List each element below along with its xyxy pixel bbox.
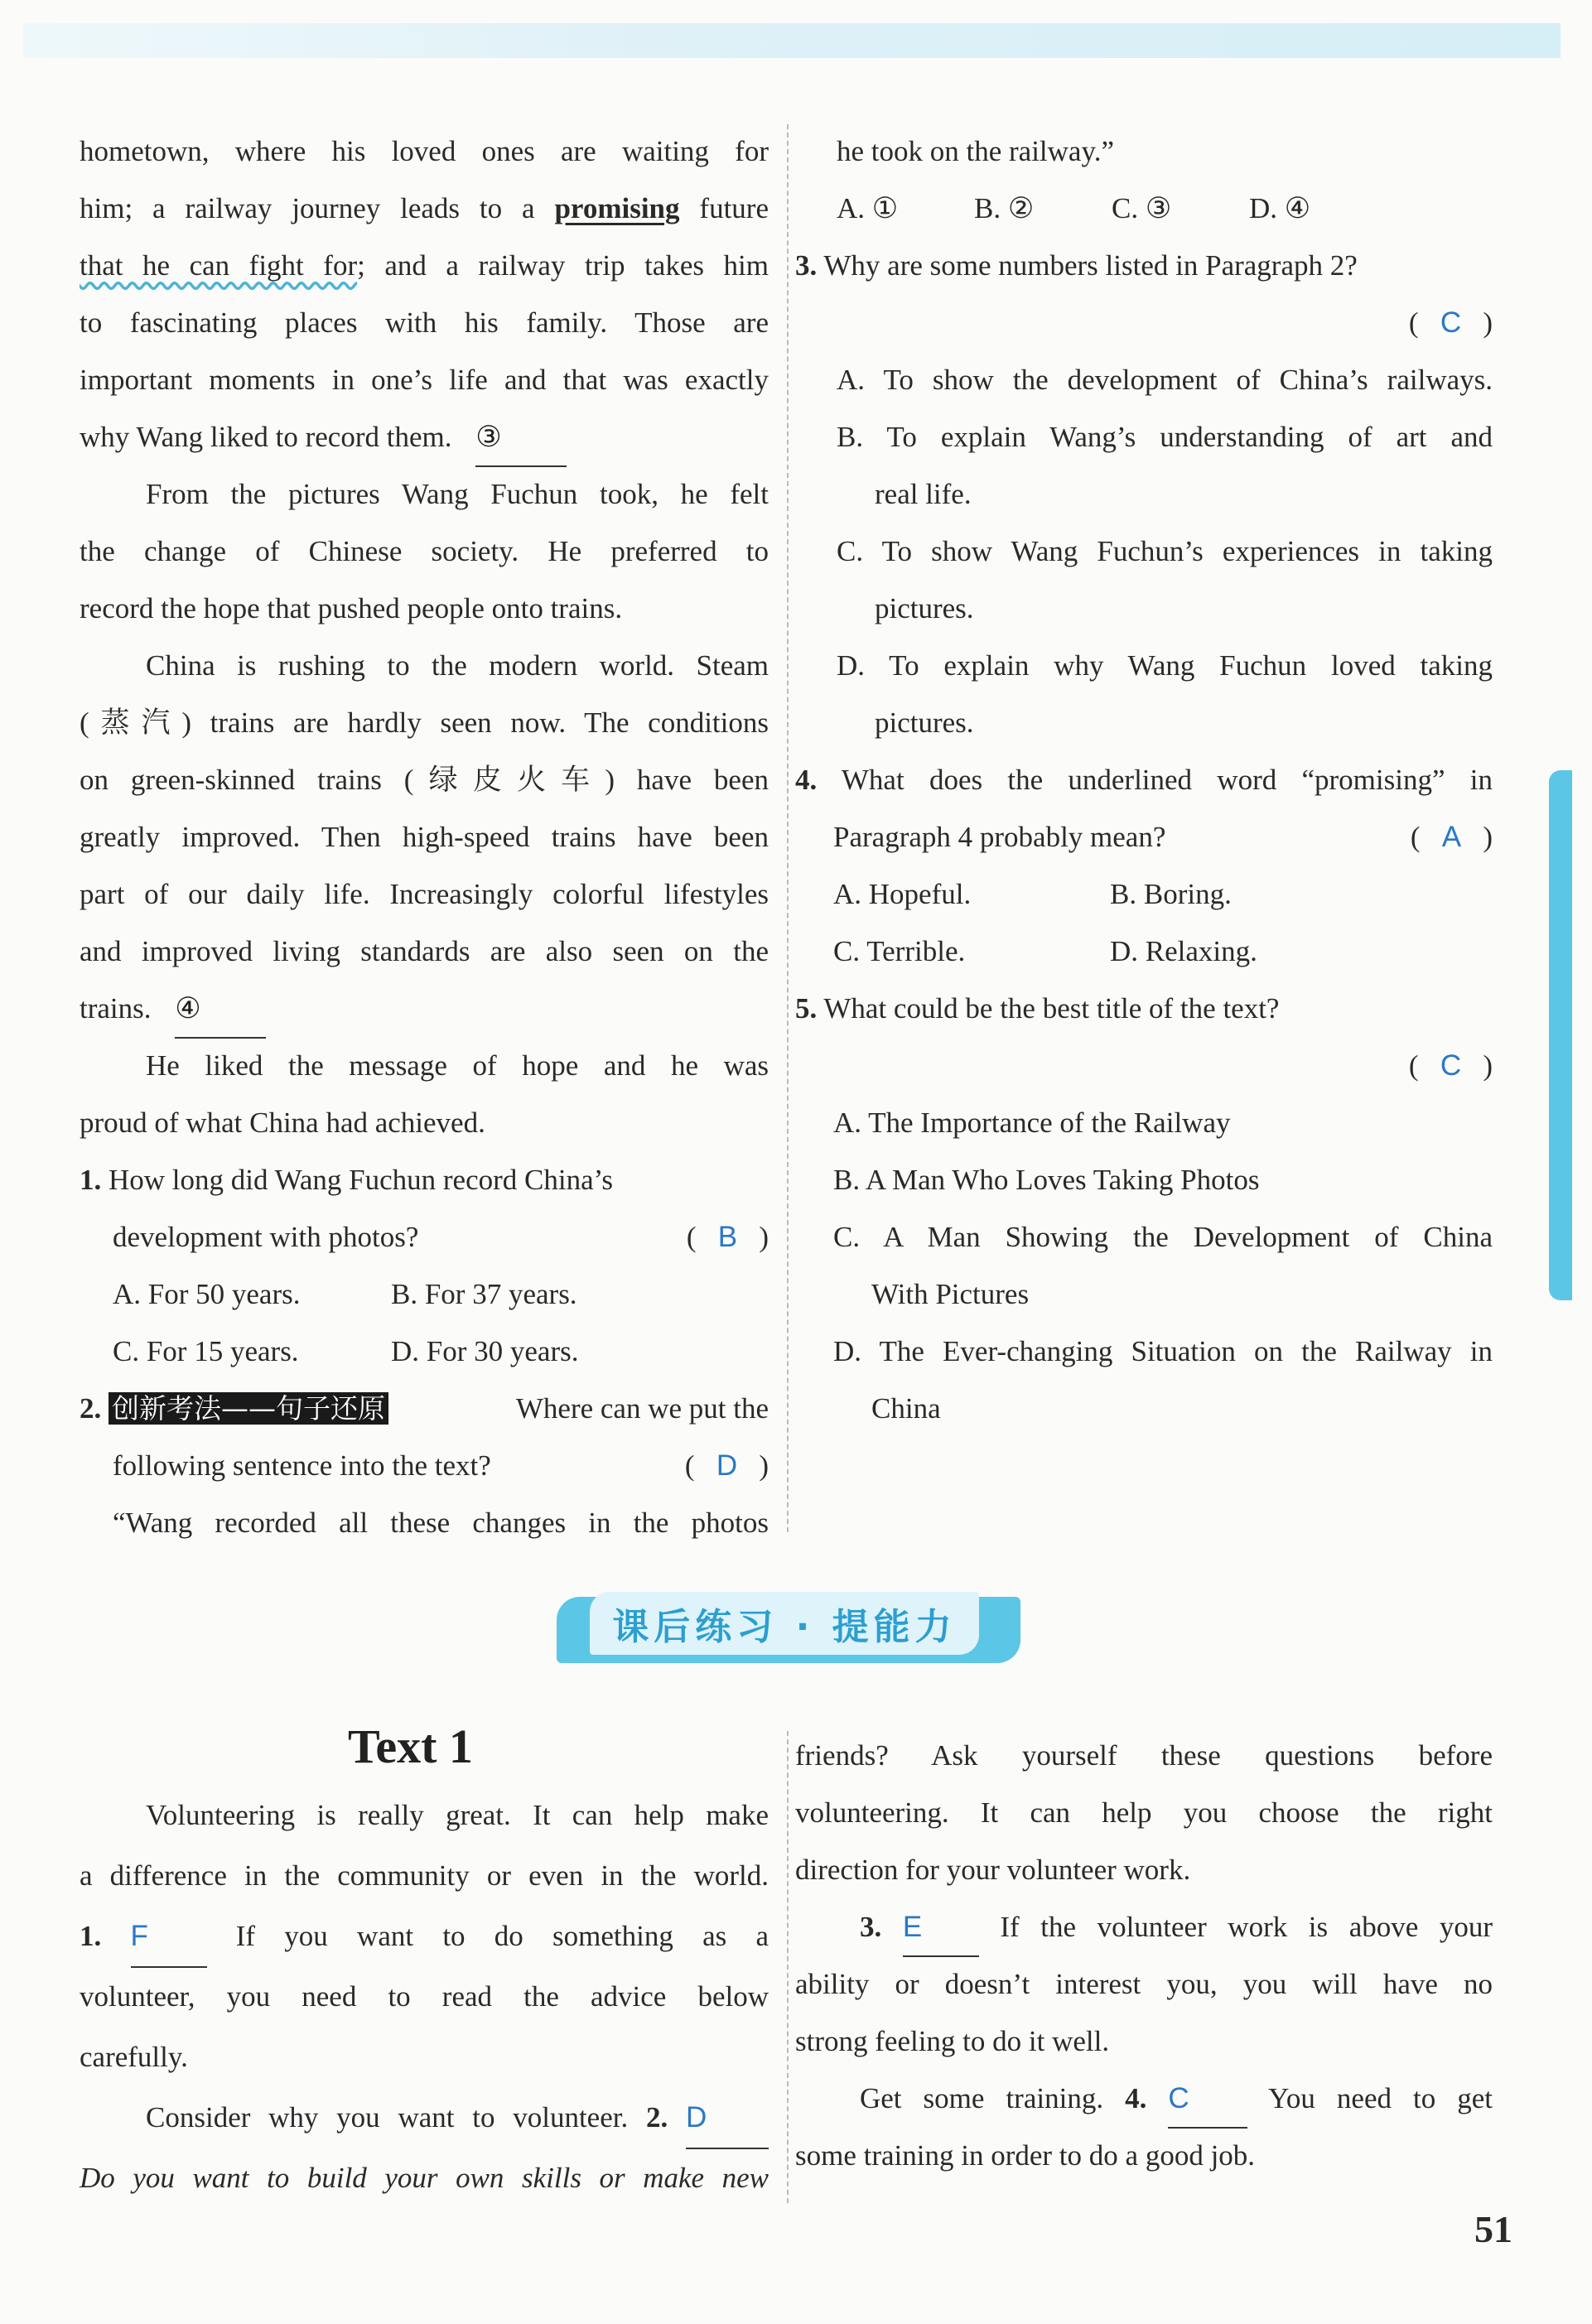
options-row (80, 1266, 769, 1323)
text-line: Volunteering is really great. It can help make (146, 1799, 769, 1831)
option-a: A. The Importance of the Railway (833, 1107, 1231, 1139)
options-row (795, 180, 1493, 237)
text-line: some training in order to do a good job. (795, 2139, 1256, 2172)
blank-number: 1. (80, 1920, 102, 1952)
section-banner (557, 1590, 1020, 1665)
option-a: A. ① (837, 192, 899, 224)
text-line: to fascinating places with his family. Those are (80, 306, 769, 339)
option-d: D. ④ (1249, 192, 1311, 224)
answer-line (795, 1037, 1493, 1094)
option-d: D. To explain why Wang Fuchun loved taking (837, 649, 1493, 682)
option-b: B. For 37 years. (391, 1278, 577, 1310)
blank-number: 2. (646, 2101, 668, 2134)
question-number: 2. (80, 1392, 102, 1425)
answer-paren: ( D ) (684, 1449, 769, 1482)
option-a: A. To show the development of China’s railways. (837, 364, 1493, 396)
blank-number: 3. (860, 1911, 882, 1943)
text-fragment: You need to get (1268, 2082, 1493, 2114)
text-line: (蒸汽) trains are hardly seen now. The conditions (80, 706, 769, 739)
text-line (80, 1906, 769, 1966)
option-c: C. ③ (1112, 192, 1172, 224)
text-fragment: future (699, 192, 769, 224)
text-line: record the hope that pushed people onto trains. (80, 592, 623, 624)
option-d: D. For 30 years. (391, 1335, 579, 1367)
answer-line (795, 294, 1493, 351)
option-c: C. Terrible. (833, 935, 966, 967)
question-stem: What could be the best title of the text? (823, 992, 1280, 1025)
text-line: greatly improved. Then high-speed trains have been (80, 821, 769, 853)
blank-number: 4. (1125, 2082, 1147, 2114)
option-b: B. A Man Who Loves Taking Photos (833, 1164, 1260, 1196)
text-fragment: ; and a railway trip takes him (357, 249, 769, 282)
gap-marker-4: ④ (175, 980, 266, 1039)
answer-blank-3: E (903, 1898, 979, 1957)
option-c: C. A Man Showing the Development of China (833, 1221, 1493, 1253)
text-line: important moments in one’s life and that was exactly (80, 364, 769, 396)
option-c-cont: pictures. (875, 592, 974, 624)
text-line: direction for your volunteer work. (795, 1854, 1191, 1886)
question-4 (795, 751, 1493, 808)
question-1-line2 (80, 1208, 769, 1266)
question-5 (795, 980, 1493, 1037)
question-1 (80, 1151, 769, 1208)
option-d: D. The Ever-changing Situation on the Railway in (833, 1335, 1493, 1367)
text-fragment: him; a railway journey leads to a (80, 192, 535, 224)
question-number: 1. (80, 1164, 102, 1196)
text-line (80, 408, 769, 465)
top-band (23, 23, 1561, 58)
quoted-sentence: “Wang recorded all these changes in the photos (113, 1507, 769, 1539)
text-line (80, 980, 769, 1037)
option-c: C. For 15 years. (113, 1335, 299, 1367)
answer-paren: ( C ) (1408, 306, 1493, 339)
option-d-cont: China (871, 1392, 941, 1425)
text-line: Do you want to build your own skills or make new (80, 2162, 769, 2194)
options-row (80, 1323, 769, 1380)
text-line: He liked the message of hope and he was (146, 1049, 769, 1082)
option-d: D. Relaxing. (1110, 935, 1257, 967)
text-line: From the pictures Wang Fuchun took, he felt (146, 478, 769, 510)
question-number: 5. (795, 992, 818, 1025)
question-stem: Paragraph 4 probably mean? (833, 821, 1166, 853)
text-line: proud of what China had achieved. (80, 1107, 485, 1139)
option-c-cont: With Pictures (871, 1278, 1030, 1310)
text1-left-column (80, 1785, 769, 2208)
answer-blank-4: C (1168, 2070, 1247, 2129)
question-4-line2 (795, 808, 1493, 865)
option-b-cont: real life. (875, 478, 972, 510)
page-number: 51 (1474, 2208, 1512, 2250)
text-fragment: Consider why you want to volunteer. (146, 2101, 629, 2134)
text-fragment: why Wang liked to record them. (80, 421, 452, 453)
text-line (795, 2070, 1493, 2127)
options-row (795, 865, 1493, 923)
answer-A: A (1441, 821, 1462, 853)
question-stem: Why are some numbers listed in Paragraph 2? (823, 249, 1358, 282)
text-line: hometown, where his loved ones are waiting for (80, 135, 769, 167)
answer-D: D (716, 1449, 738, 1482)
text-line: the change of Chinese society. He preferred to (80, 535, 769, 567)
question-number: 4. (795, 764, 818, 796)
answer-paren: ( C ) (1408, 1049, 1493, 1082)
question-stem: How long did Wang Fuchun record China’s (109, 1164, 613, 1196)
text-line: friends? Ask yourself these questions before (795, 1739, 1493, 1772)
answer-B: B (717, 1221, 738, 1253)
answer-blank-2: D (686, 2087, 769, 2149)
answer-C: C (1440, 1049, 1462, 1082)
text-line (795, 1898, 1493, 1955)
text-fragment: If the volunteer work is above your (1000, 1911, 1493, 1943)
text-fragment: trains. (80, 992, 152, 1025)
question-stem: What does the underlined word “promising” in (841, 764, 1493, 796)
gap-marker-3: ③ (475, 408, 567, 467)
question-stem: Where can we put the (515, 1392, 769, 1425)
option-d-cont: pictures. (875, 706, 974, 739)
text-line: part of our daily life. Increasingly colorful lifestyles (80, 878, 769, 910)
text-line: ability or doesn’t interest you, you will have no (795, 1968, 1493, 2000)
option-b: B. ② (974, 192, 1035, 224)
option-c: C. To show Wang Fuchun’s experiences in taking (837, 535, 1493, 567)
question-2-line2 (80, 1437, 769, 1494)
question-stem: following sentence into the text? (113, 1449, 491, 1482)
question-3 (795, 237, 1493, 294)
option-a: A. For 50 years. (113, 1278, 301, 1310)
options-row (795, 923, 1493, 980)
text-line: carefully. (80, 2041, 188, 2073)
page-edge-tab (1549, 770, 1572, 1300)
column-divider (787, 124, 789, 1532)
text-line: China is rushing to the modern world. Steam (146, 649, 769, 682)
text-line: volunteer, you need to read the advice below (80, 1980, 769, 2013)
option-b: B. Boring. (1110, 878, 1232, 910)
answer-paren: ( A ) (1410, 821, 1493, 853)
option-b: B. To explain Wang’s understanding of art and (837, 421, 1493, 453)
text-fragment: Get some training. (860, 2082, 1104, 2114)
text-line: strong feeling to do it well. (795, 2025, 1110, 2057)
text-line: a difference in the community or even in the world. (80, 1859, 769, 1892)
underlined-word: promising (554, 192, 680, 224)
right-column (795, 123, 1493, 1437)
answer-blank-1: F (131, 1906, 207, 1968)
text-title: Text 1 (348, 1719, 473, 1773)
question-stem: development with photos? (113, 1221, 419, 1253)
text-line: on green-skinned trains (绿皮火车) have been (80, 764, 769, 796)
option-a: A. Hopeful. (833, 878, 972, 910)
text-line: and improved living standards are also seen on the (80, 935, 769, 967)
left-column (80, 123, 769, 1551)
text-line (80, 180, 769, 237)
text-fragment: If you want to do something as a (235, 1920, 769, 1952)
question-tag: 创新考法——句子还原 (109, 1392, 388, 1425)
banner-title: 课后练习 · 提能力 (590, 1592, 979, 1655)
wavy-underlined-phrase: that he can fight for (80, 249, 358, 282)
text-line (80, 2087, 769, 2148)
question-number: 3. (795, 249, 818, 282)
column-divider-lower (787, 1731, 789, 2203)
question-2 (80, 1380, 769, 1437)
text1-right-column (795, 1727, 1493, 2184)
text-line: volunteering. It can help you choose the right (795, 1796, 1493, 1829)
answer-paren: ( B ) (686, 1221, 769, 1253)
quoted-sentence-cont: he took on the railway.” (837, 135, 1114, 167)
answer-C: C (1440, 306, 1462, 339)
text-line (80, 237, 769, 294)
